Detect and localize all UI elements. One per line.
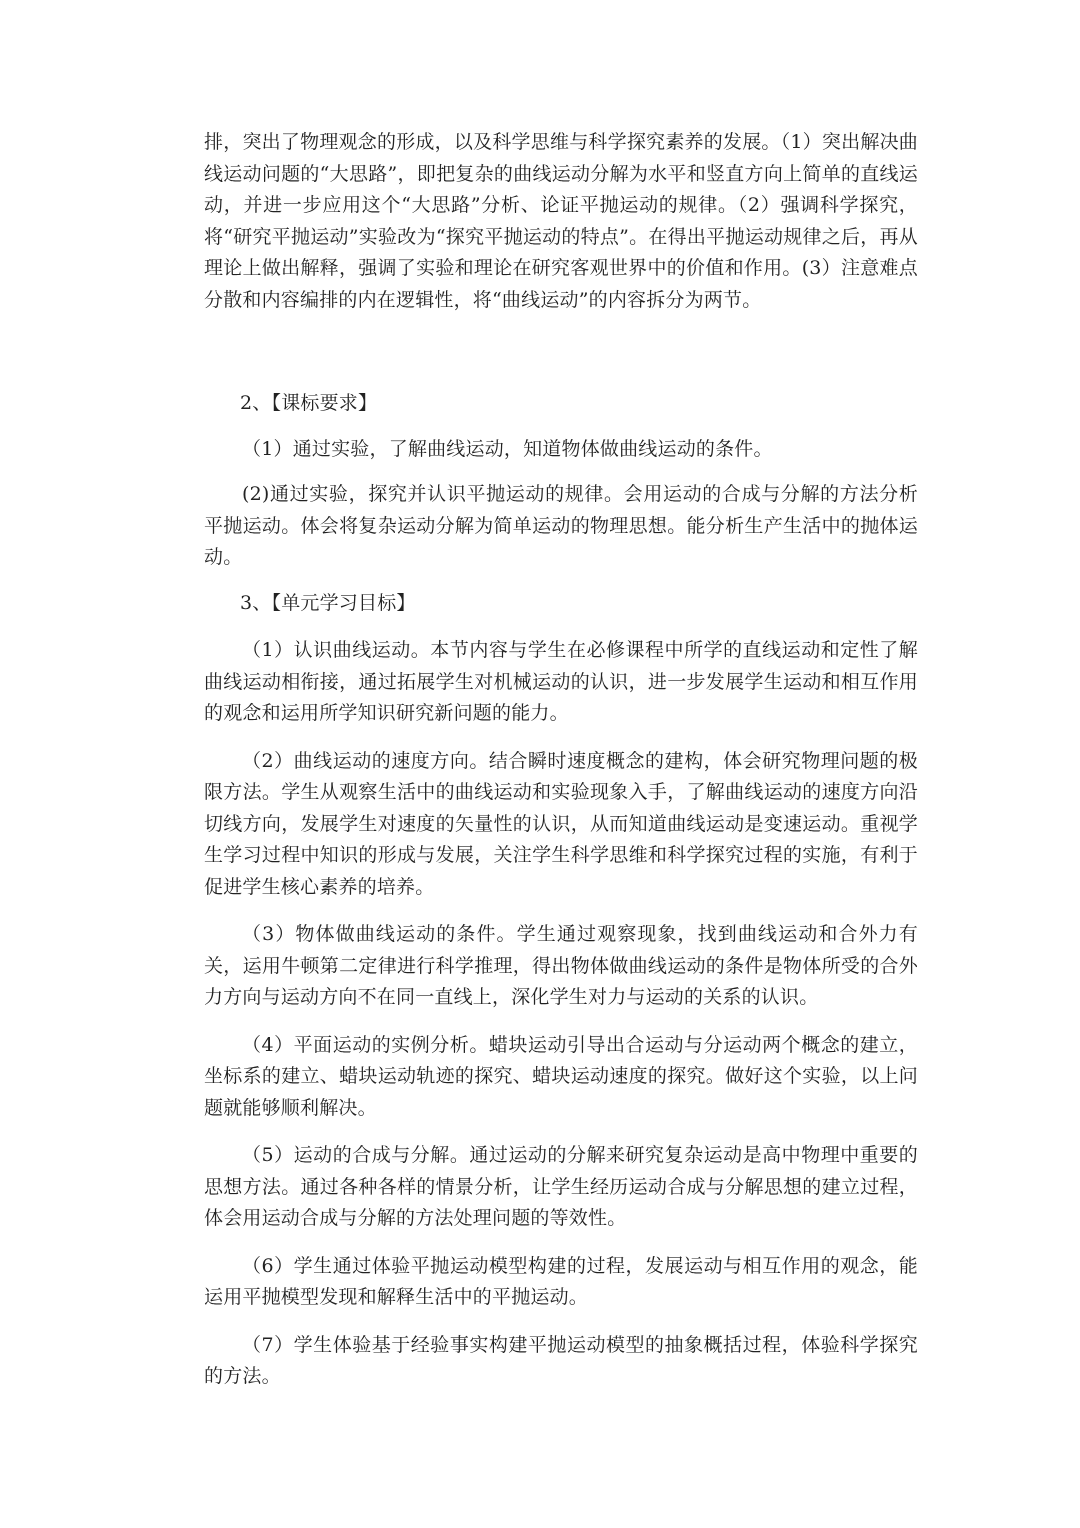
objective-item-7: （7）学生体验基于经验事实构建平抛运动模型的抽象概括过程，体验科学探究的方法。 [204,1333,918,1387]
objective-item-2: （2）曲线运动的速度方向。结合瞬时速度概念的建构，体会研究物理问题的极限方法。学生从观察生活中的曲线运动和实验现象入手，了解曲线运动的速度方向沿切线方向，发展学生对速度的矢量性的认识，从而知道曲线运动是变速运动。重视学生学习过程中知识的形成与发展，关注学生科学思维和科学探究过程的实施，有利于促进学生核心素养的培养。 [204,749,918,898]
objective-item-1: （1）认识曲线运动。本节内容与学生在必修课程中所学的直线运动和定性了解曲线运动相衔接，通过拓展学生对机械运动的认识，进一步发展学生运动和相互作用的观念和运用所学知识研究新问题的能力。 [204,639,918,724]
intro-paragraph: 排，突出了物理观念的形成，以及科学思维与科学探究素养的发展。（1）突出解决曲线运动问题的“大思路”，即把复杂的曲线运动分解为水平和竖直方向上简单的直线运动，并进一步应用这个“大思路”分析、论证平抛运动的规律。（2）强调科学探究，将“研究平抛运动”实验改为“探究平抛运动的特点”。在得出平抛运动规律之后，再从理论上做出解释，强调了实验和理论在研究客观世界中的价值和作用。(3）注意难点分散和内容编排的内在逻辑性，将“曲线运动”的内容拆分为两节。 [204,131,918,311]
objective-item-5: （5）运动的合成与分解。通过运动的分解来研究复杂运动是高中物理中重要的思想方法。通过各种各样的情景分析，让学生经历运动合成与分解思想的建立过程，体会用运动合成与分解的方法处理问题的等效性。 [204,1144,918,1229]
objective-item-6: （6）学生通过体验平抛运动模型构建的过程，发展运动与相互作用的观念，能运用平抛模型发现和解释生活中的平抛运动。 [204,1254,918,1308]
standards-item-1: （1）通过实验，了解曲线运动，知道物体做曲线运动的条件。 [242,437,773,460]
standards-item-2: (2)通过实验，探究并认识平抛运动的规律。会用运动的合成与分解的方法分析平抛运动。体会将复杂运动分解为简单运动的物理思想。能分析生产生活中的抛体运动。 [204,483,918,568]
section-heading-objectives: 3、【单元学习目标】 [240,591,416,614]
objective-item-3: （3）物体做曲线运动的条件。学生通过观察现象，找到曲线运动和合外力有关，运用牛顿第二定律进行科学推理，得出物体做曲线运动的条件是物体所受的合外力方向与运动方向不在同一直线上，深化学生对力与运动的关系的认识。 [204,923,918,1008]
objective-item-4: （4）平面运动的实例分析。蜡块运动引导出合运动与分运动两个概念的建立，坐标系的建立、蜡块运动轨迹的探究、蜡块运动速度的探究。做好这个实验，以上问题就能够顺利解决。 [204,1033,918,1119]
document-body [204,127,918,1393]
section-heading-standards: 2、【课标要求】 [240,392,378,414]
